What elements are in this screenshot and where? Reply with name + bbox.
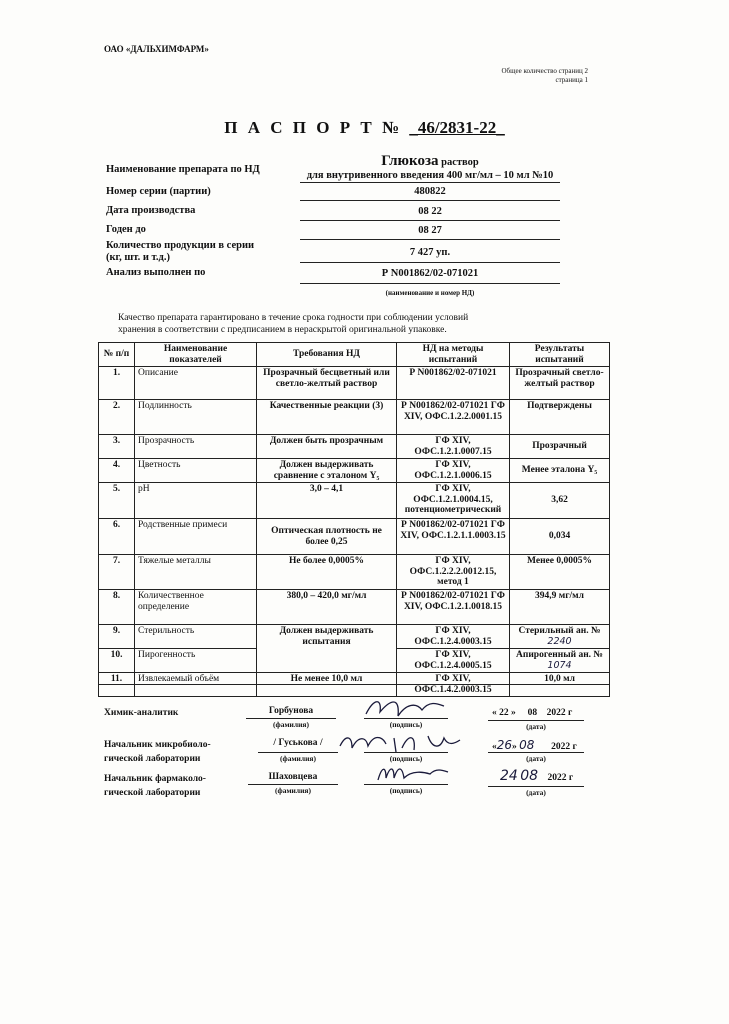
table-row (99, 555, 610, 590)
drug-name-line (300, 153, 560, 170)
passport-number: _46/2831-22_ (409, 118, 505, 137)
handwritten-analysis-number: 1074 (547, 659, 572, 671)
field-underline (300, 239, 560, 240)
date-year: 2022 г (546, 708, 573, 718)
pharma-lab-date (500, 768, 573, 784)
role-line2: гической лаборатории (104, 788, 201, 798)
row-number: 8. (99, 590, 135, 625)
date-hint: (дата) (526, 788, 546, 797)
row-method: Р N001862/02-071021 (397, 367, 510, 400)
total-pages: Общее количество страниц 2 (501, 67, 588, 75)
pharma-lab-name: Шаховцева (268, 772, 318, 782)
micro-lab-name: / Гуськова / (273, 738, 323, 748)
row-indicator: Извлекаемый объём (135, 673, 257, 697)
role-line1: Начальник фармаколо- (104, 774, 206, 784)
series-label: Номер серии (партии) (106, 186, 211, 197)
row-indicator: Прозрачность (135, 435, 257, 459)
row-result: Прозрачный светло-желтый раствор (510, 367, 610, 400)
production-date-value: 08 22 (418, 206, 442, 217)
row-requirement: Качественные реакции (3) (257, 400, 397, 435)
row-method: ГФ XIV, ОФС.1.4.2.0003.15 (397, 673, 510, 697)
drug-label: Наименование препарата по НД (106, 164, 260, 175)
row-result: 0,034 (510, 519, 610, 555)
pharma-lab-role (104, 772, 206, 800)
expiry-value: 08 27 (418, 225, 442, 236)
date-month: 08 (520, 768, 539, 784)
signature-line (364, 718, 448, 719)
table-bottom-rule (98, 684, 609, 685)
row-indicator: Описание (135, 367, 257, 400)
row-requirement: Должен выдерживать сравнение с эталоном Y₅ (257, 459, 397, 483)
row-requirement: 3,0 – 4,1 (257, 483, 397, 519)
row-result: 10,0 мл (510, 673, 610, 697)
date-month: 08 (519, 738, 535, 752)
name-hint: (фамилия) (280, 754, 316, 763)
quality-guarantee (118, 312, 518, 336)
header-methods: НД на методы испытаний (397, 343, 510, 367)
row-number: 9. (99, 625, 135, 649)
name-hint: (фамилия) (275, 786, 311, 795)
date-year: 2022 г (551, 742, 577, 752)
table-row (99, 483, 610, 519)
name-hint: (фамилия) (273, 720, 309, 729)
field-underline (300, 220, 560, 221)
row-indicator: Родственные примеси (135, 519, 257, 555)
chemist-date (492, 708, 572, 718)
row-number: 1. (99, 367, 135, 400)
row-indicator: Подлинность (135, 400, 257, 435)
row-method: ГФ XIV, ОФС.1.2.1.0007.15 (397, 435, 510, 459)
guarantee-line1: Качество препарата гарантировано в течение срока годности при соблюдении условий (118, 313, 469, 323)
row-requirement: 380,0 – 420,0 мг/мл (257, 590, 397, 625)
row-method: Р N001862/02-071021 ГФ XIV, ОФС.1.2.2.0001.15 (397, 400, 510, 435)
table-row (99, 400, 610, 435)
row-result: 394,9 мг/мл (510, 590, 610, 625)
row-result: Менее эталона Y₅ (510, 459, 610, 483)
row-number: 10. (99, 649, 135, 673)
date-day: 26 (496, 738, 513, 752)
quantity-value: 7 427 уп. (409, 247, 451, 258)
test-results-table (98, 342, 610, 697)
row-method: ГФ XIV, ОФС.1.2.1.0004.15, потенциометрический (397, 483, 510, 519)
header-name: Наименование показателей (135, 343, 257, 367)
signature-line (364, 784, 448, 785)
date-line (488, 720, 584, 721)
analysis-hint: (наименование и номер НД) (385, 289, 475, 297)
series-value: 480822 (414, 186, 446, 197)
quantity-label-line2: (кг, шт. и т.д.) (106, 252, 170, 263)
date-line (488, 752, 584, 753)
row-requirement: Не более 0,0005% (257, 555, 397, 590)
table-row (99, 459, 610, 483)
signature-line (258, 752, 338, 753)
table-row (99, 590, 610, 625)
header-requirements: Требования НД (257, 343, 397, 367)
row-method: ГФ XIV, ОФС.1.2.4.0003.15 (397, 625, 510, 649)
document-title (0, 118, 729, 138)
quantity-label (106, 240, 254, 264)
header-no: № п/п (99, 343, 135, 367)
handwritten-analysis-number: 2240 (547, 635, 572, 647)
field-underline (300, 262, 560, 263)
row-number: 3. (99, 435, 135, 459)
company-name: ОАО «ДАЛЬХИМФАРМ» (104, 44, 209, 54)
current-page: страница 1 (555, 76, 588, 84)
row-result: 3,62 (510, 483, 610, 519)
drug-name: Глюкоза (381, 153, 439, 169)
production-date-label: Дата производства (106, 205, 196, 216)
row-indicator: Количественное определение (135, 590, 257, 625)
row-requirement: Должен быть прозрачным (257, 435, 397, 459)
pharma-lab-signature (372, 760, 452, 786)
row-method: ГФ XIV, ОФС.1.2.1.0006.15 (397, 459, 510, 483)
date-day: 24 (500, 768, 518, 784)
row-method: ГФ XIV, ОФС.1.2.4.0005.15 (397, 649, 510, 673)
row-number: 6. (99, 519, 135, 555)
row-method: Р N001862/02-071021 ГФ XIV, ОФС.1.2.1.0018.15 (397, 590, 510, 625)
row-number: 11. (99, 673, 135, 697)
date-year: 2022 г (547, 773, 574, 783)
table-row (99, 519, 610, 555)
row-number: 7. (99, 555, 135, 590)
chemist-role: Химик-аналитик (104, 708, 179, 718)
date-hint: (дата) (526, 754, 546, 763)
row-number: 4. (99, 459, 135, 483)
row-indicator: pH (135, 483, 257, 519)
row-result (510, 625, 610, 649)
row-result: Подтверждены (510, 400, 610, 435)
expiry-label: Годен до (106, 224, 146, 235)
row-number: 2. (99, 400, 135, 435)
row-method: Р N001862/02-071021 ГФ XIV, ОФС.1.2.1.1.0003.15 (397, 519, 510, 555)
drug-form: раствор (441, 157, 479, 168)
sign-hint: (подпись) (389, 720, 423, 729)
row-requirement: Прозрачный бесцветный или светло-желтый раствор (257, 367, 397, 400)
title-prefix: П А С П О Р Т № (224, 118, 403, 137)
row-result: Прозрачный (510, 435, 610, 459)
row-requirement: Оптическая плотность не более 0,25 (257, 519, 397, 555)
table-row (99, 435, 610, 459)
row-method: ГФ XIV, ОФС.1.2.2.2.0012.15, метод 1 (397, 555, 510, 590)
row-result: Менее 0,0005% (510, 555, 610, 590)
row-result-text: Апирогенный ан. № (516, 650, 603, 660)
role-line1: Начальник микробиоло- (104, 740, 211, 750)
quantity-label-line1: Количество продукции в серии (106, 240, 255, 251)
micro-lab-role (104, 738, 211, 766)
row-number: 5. (99, 483, 135, 519)
sign-hint: (подпись) (389, 754, 423, 763)
date-line (488, 786, 584, 787)
field-underline (300, 200, 560, 201)
row-result-text: Стерильный ан. № (518, 626, 601, 636)
row-indicator: Тяжелые металлы (135, 555, 257, 590)
signature-line (248, 784, 338, 785)
role-line2: гической лаборатории (104, 754, 201, 764)
drug-description: для внутривенного введения 400 мг/мл – 10 мл №10 (306, 170, 554, 181)
date-hint: (дата) (526, 722, 546, 731)
field-underline (300, 182, 560, 183)
field-underline (300, 283, 560, 284)
table-row (99, 625, 610, 649)
signature-line (246, 718, 336, 719)
date-month: 08 (527, 708, 538, 718)
table-row (99, 367, 610, 400)
signature-line (364, 752, 448, 753)
row-indicator: Стерильность (135, 625, 257, 649)
row-indicator: Цветность (135, 459, 257, 483)
micro-name-text: Гуськова (278, 738, 318, 748)
row-indicator: Пирогенность (135, 649, 257, 673)
analysis-value: Р N001862/02-071021 (381, 268, 479, 279)
date-day: « 22 » (492, 708, 516, 718)
row-requirement: Должен выдерживать испытания (257, 625, 397, 673)
page-count (478, 67, 588, 85)
row-requirement: Не менее 10,0 мл (257, 673, 397, 697)
analysis-label: Анализ выполнен по (106, 267, 206, 278)
header-results: Результаты испытаний (510, 343, 610, 367)
micro-lab-date: «26» 08 2022 г (492, 738, 577, 752)
chemist-name: Горбунова (268, 706, 314, 716)
sign-hint: (подпись) (389, 786, 423, 795)
row-result (510, 649, 610, 673)
guarantee-line2: хранения в соответствии с предписанием в нераскрытой оригинальной упаковке. (118, 325, 447, 335)
table-header-row (99, 343, 610, 367)
